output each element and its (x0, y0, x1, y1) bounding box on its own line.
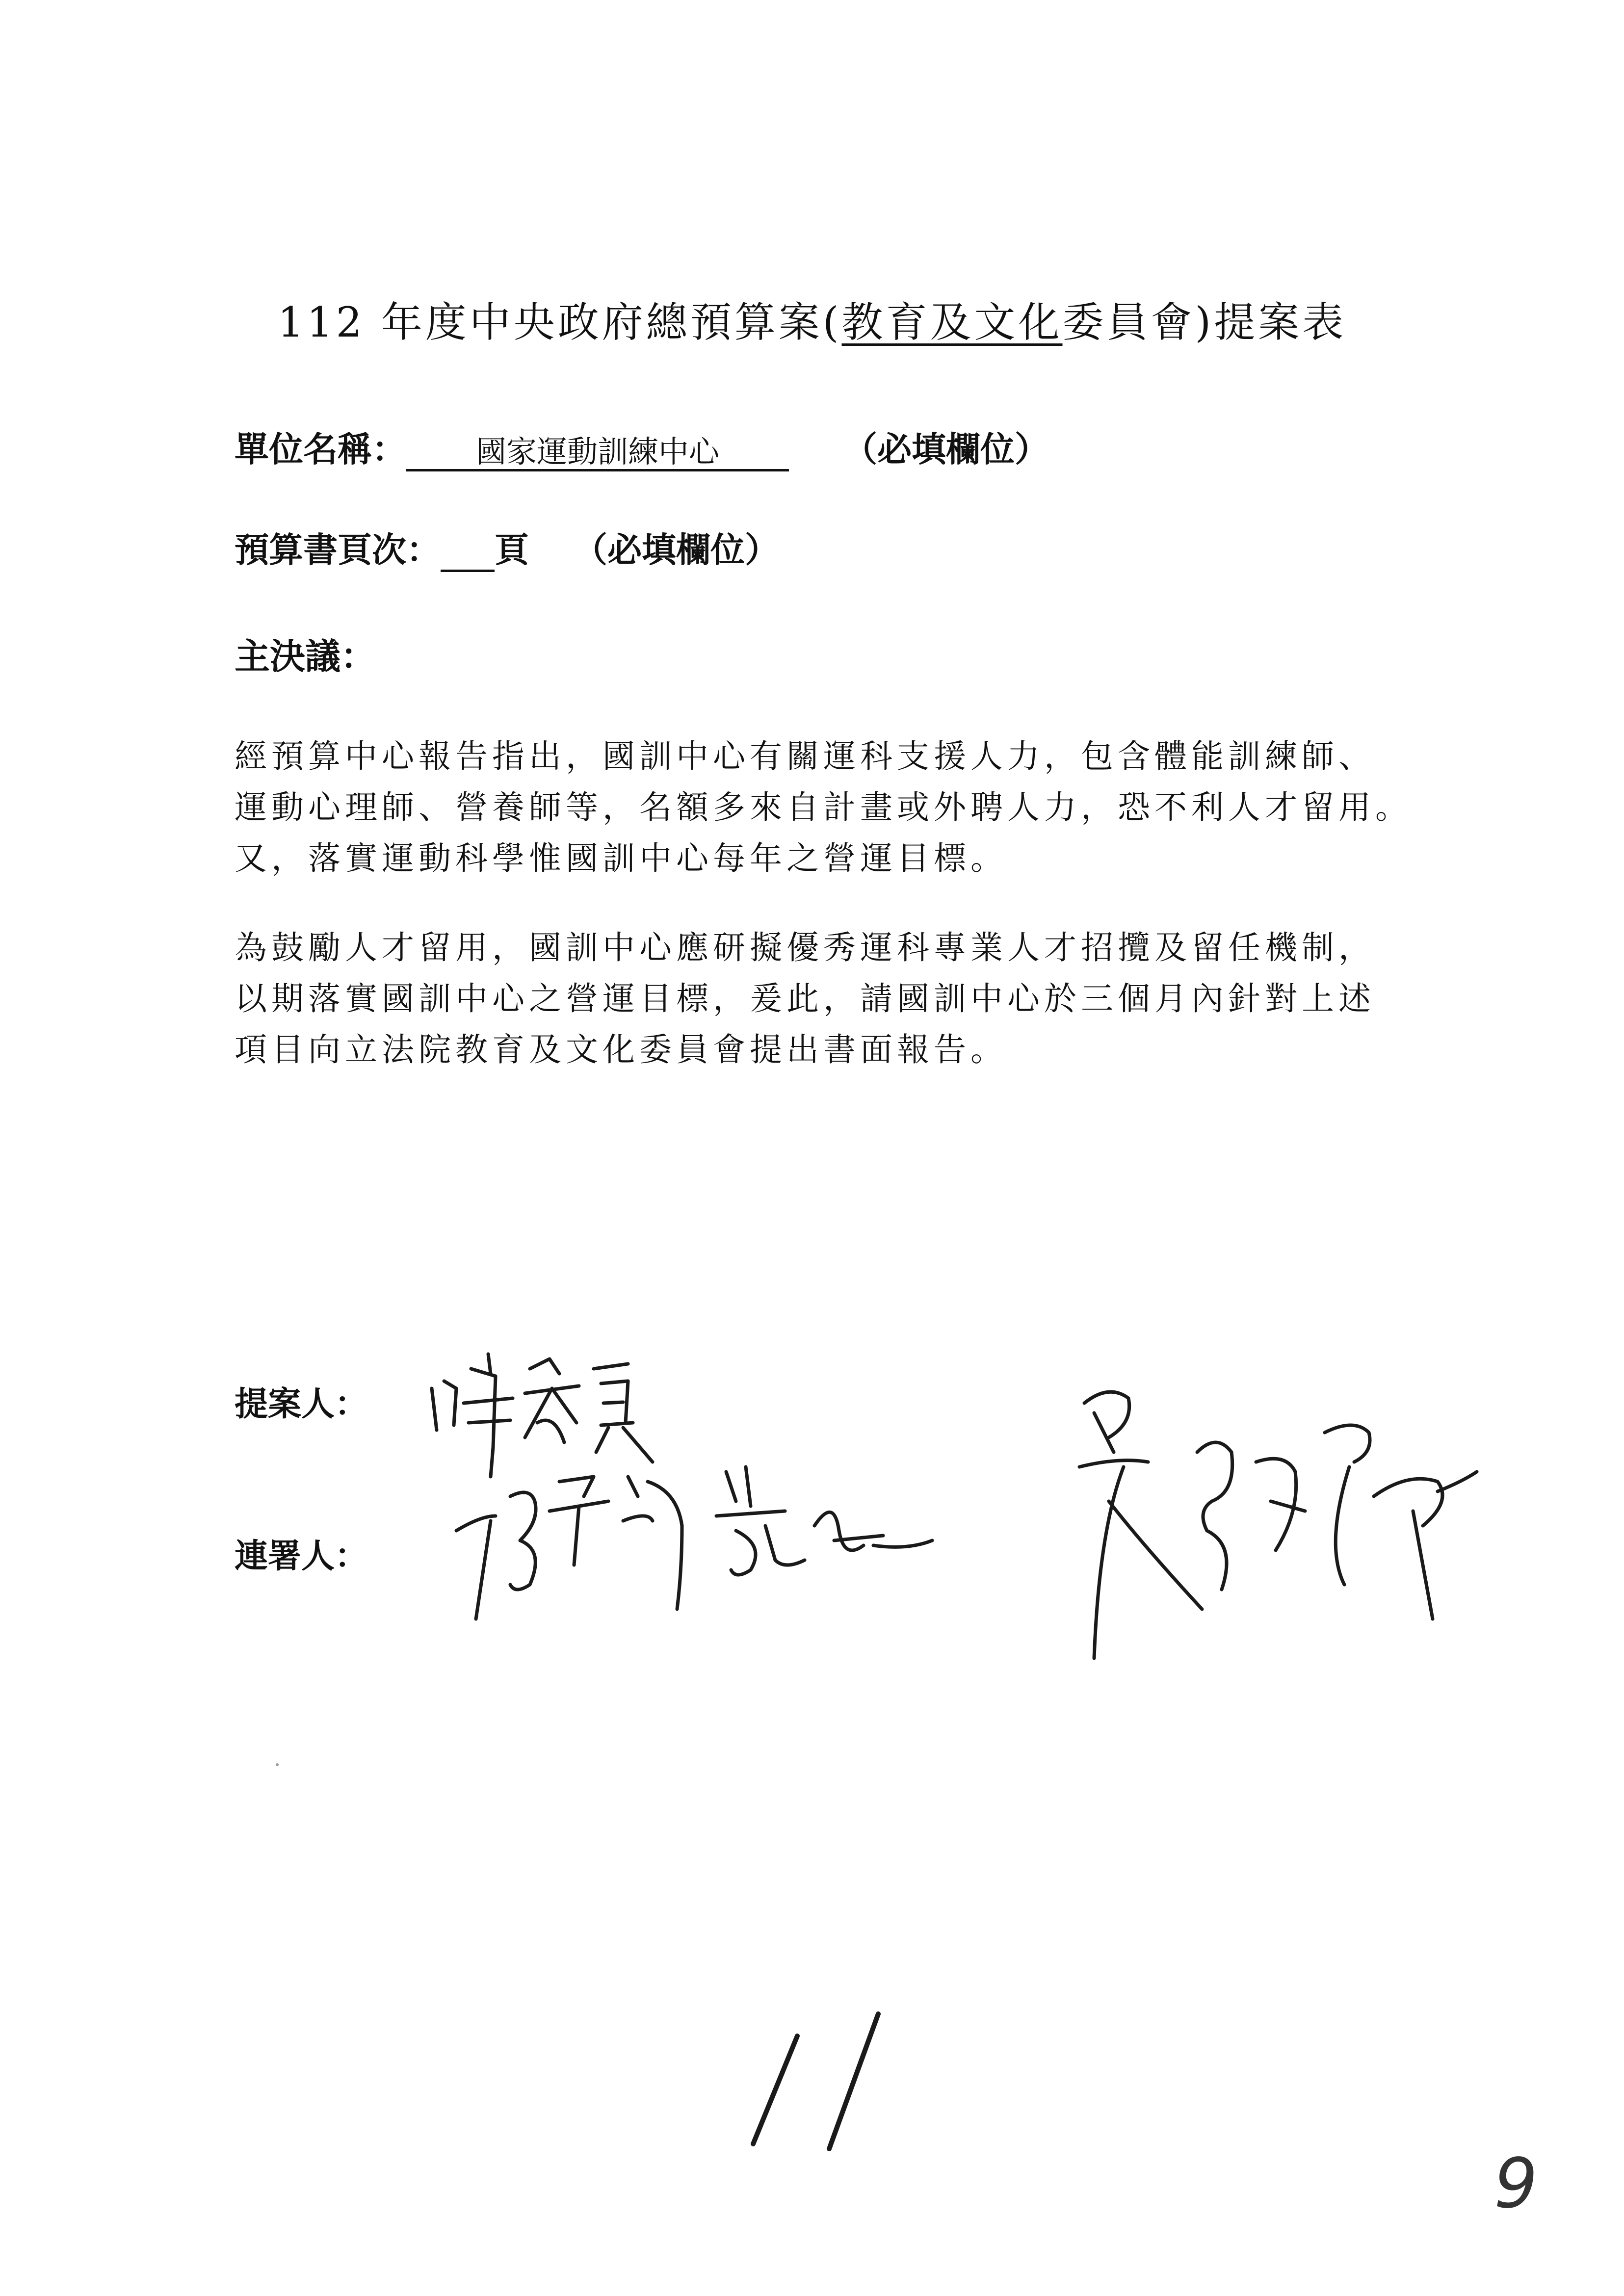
proposer-label: 提案人： (235, 1385, 368, 1424)
paragraph-line: 又，落實運動科學惟國訓中心每年之營運目標。 (235, 839, 1007, 877)
cosigner-label: 連署人： (235, 1537, 368, 1576)
title-prefix: 112 年度中央政府總預算案( (277, 298, 842, 346)
title-committee: 教育及文化 (841, 298, 1063, 346)
paragraph-line: 為鼓勵人才留用，國訓中心應研擬優秀運科專業人才招攬及留任機制， (235, 929, 1375, 966)
unit-value: 國家運動訓練中心 (406, 434, 789, 471)
paragraph-line: 經預算中心報告指出，國訓中心有關運科支援人力，包含體能訓練師、 (235, 737, 1375, 775)
page-number: 9 (1494, 2144, 1538, 2224)
paragraph-line: 以期落實國訓中心之營運目標，爰此，請國訓中心於三個月內針對上述 (235, 980, 1375, 1018)
paragraph-line: 運動心理師、營養師等，名額多來自計畫或外聘人力，恐不利人才留用。 (235, 788, 1412, 826)
budget-page-required-note: （必填欄位） (573, 530, 779, 570)
unit-required-note: （必填欄位） (843, 429, 1049, 470)
unit-label: 單位名稱： (235, 429, 406, 470)
budget-page-unit: 頁 (495, 530, 529, 570)
paragraph-line: 項目向立法院教育及文化委員會提出書面報告。 (235, 1031, 1007, 1069)
budget-page-label: 預算書頁次： (235, 530, 441, 570)
resolution-label: 主決議： (235, 636, 376, 677)
title-suffix: 委員會)提案表 (1062, 298, 1347, 346)
